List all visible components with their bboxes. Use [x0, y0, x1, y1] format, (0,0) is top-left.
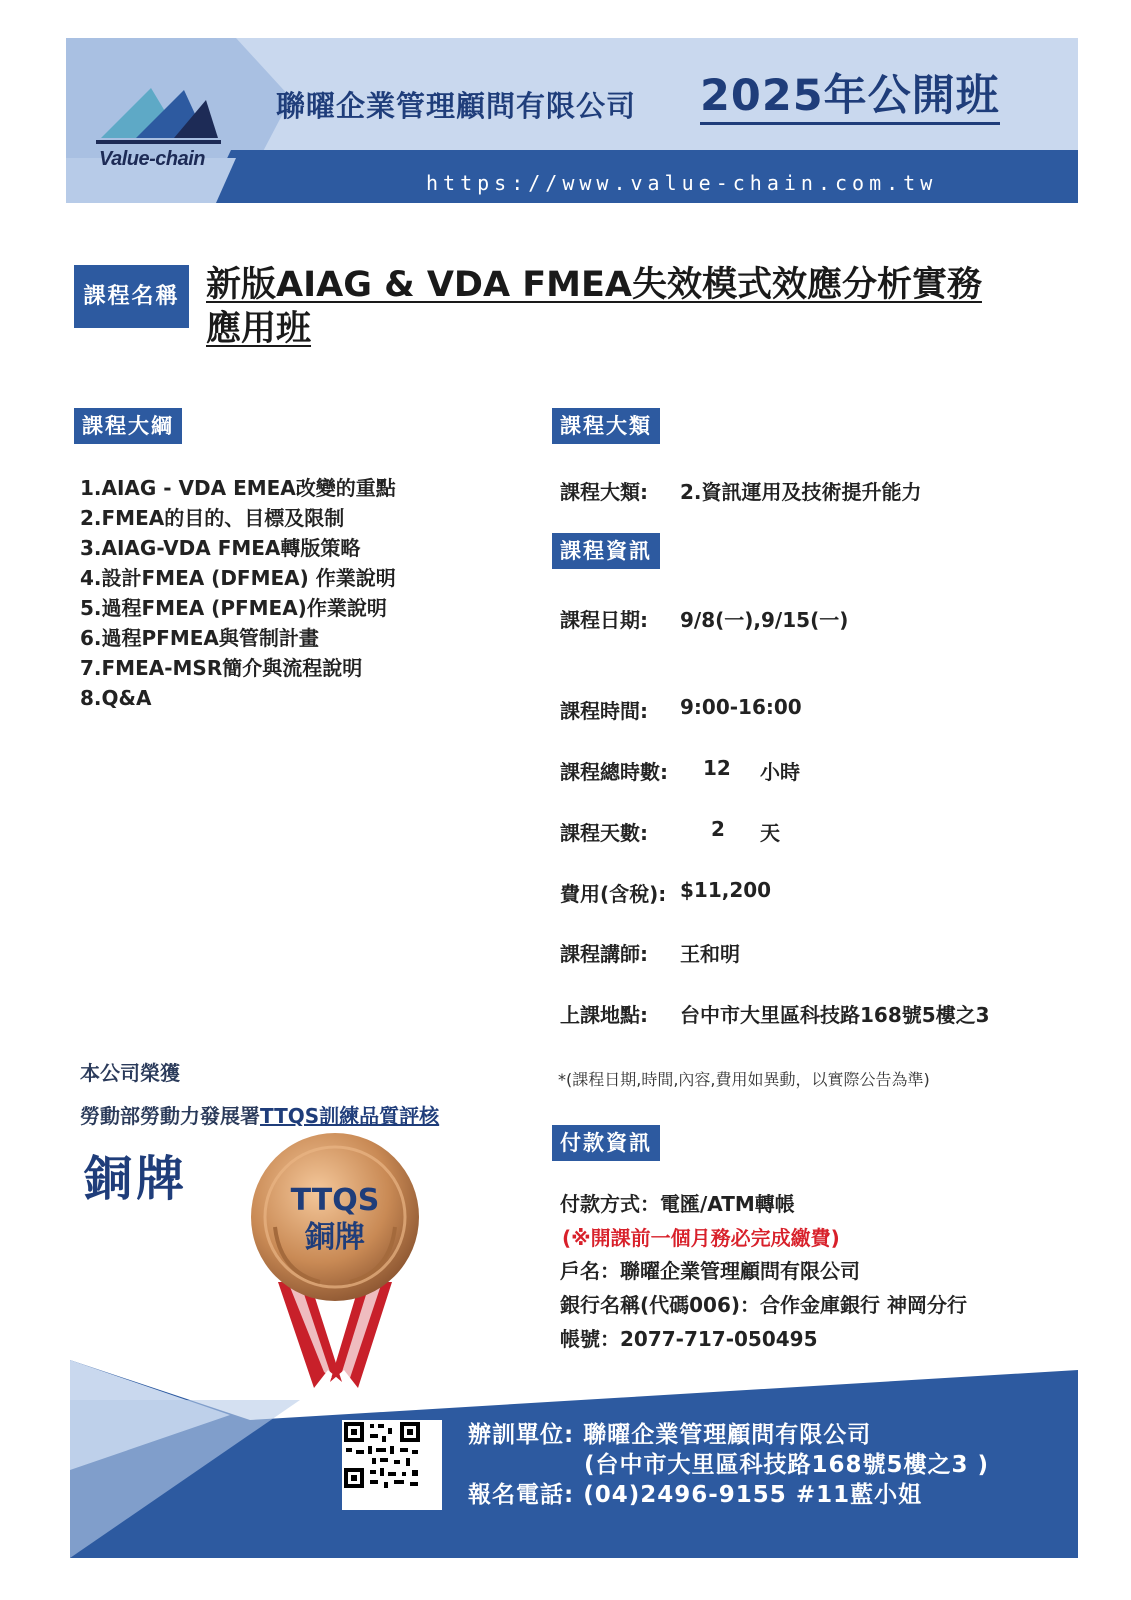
course-title-line2: 應用班: [206, 309, 312, 349]
medal-text-ttqs: TTQS: [290, 1183, 380, 1218]
outline-item: 5.過程FMEA (PFMEA)作業說明: [80, 596, 387, 620]
teacher-value: 王和明: [680, 942, 740, 966]
header-banner: [66, 38, 1078, 203]
hours-value: 12: [703, 756, 731, 780]
outline-item: 6.過程PFMEA與管制計畫: [80, 626, 319, 650]
teacher-key: 課程講師:: [560, 942, 648, 966]
location-key: 上課地點:: [560, 1003, 648, 1027]
medal-text-bronze: 銅牌: [305, 1220, 365, 1255]
qr-code[interactable]: [342, 1420, 442, 1510]
course-title-line1: 新版AIAG & VDA FMEA失效模式效應分析實務: [206, 265, 982, 305]
signup-phone[interactable]: 報名電話: (04)2496-9155 #11藍小姐: [468, 1482, 923, 1508]
category-key: 課程大類:: [560, 480, 648, 504]
date-value: 9/8(一),9/15(一): [680, 608, 849, 632]
year-title: 2025年公開班: [700, 70, 1000, 125]
payment-label: 付款資訊: [552, 1125, 660, 1161]
outline-item: 1.AIAG - VDA EMEA改變的重點: [80, 476, 396, 500]
honor-line2-prefix: 勞動部勞動力發展署: [80, 1104, 260, 1128]
fee-value: $11,200: [680, 878, 772, 902]
ttqs-evaluation-text: TTQS訓練品質評核: [260, 1104, 440, 1128]
payment-method: 付款方式：電匯/ATM轉帳: [560, 1192, 795, 1216]
time-key: 課程時間:: [560, 699, 648, 723]
days-unit: 天: [760, 821, 780, 845]
company-title: 聯曜企業管理顧問有限公司: [276, 89, 637, 123]
bronze-title: 銅牌: [84, 1151, 189, 1207]
account-name: 戶名：聯曜企業管理顧問有限公司: [560, 1259, 860, 1283]
category-label: 課程大類: [552, 408, 660, 444]
account-number: 帳號：2077-717-050495: [560, 1327, 818, 1351]
days-value: 2: [711, 817, 725, 841]
category-value: 2.資訊運用及技術提升能力: [680, 480, 922, 504]
honor-line2: [80, 1100, 439, 1129]
outline-label: 課程大綱: [74, 408, 182, 444]
organizer-address: (台中市大里區科技路168號5樓之3 ): [584, 1452, 990, 1478]
fee-key: 費用(含稅):: [560, 882, 667, 906]
organizer-line: 辦訓單位: 聯曜企業管理顧問有限公司: [468, 1422, 872, 1448]
outline-item: 7.FMEA-MSR簡介與流程說明: [80, 656, 363, 680]
footer-banner: [70, 1360, 1078, 1558]
logo-mountain-icon: [96, 78, 226, 148]
website-url[interactable]: https://www.value-chain.com.tw: [426, 171, 938, 195]
hours-unit: 小時: [760, 760, 800, 784]
days-key: 課程天數:: [560, 821, 648, 845]
hours-key: 課程總時數:: [560, 760, 668, 784]
bank-name: 銀行名稱(代碼006)：合作金庫銀行 神岡分行: [560, 1293, 967, 1317]
time-value: 9:00-16:00: [680, 695, 802, 719]
qr-code-icon: [342, 1420, 422, 1490]
outline-item: 8.Q&A: [80, 686, 152, 710]
outline-item: 2.FMEA的目的、目標及限制: [80, 506, 345, 530]
outline-item: 3.AIAG-VDA FMEA轉版策略: [80, 536, 361, 560]
logo-text: Value-chain: [99, 148, 206, 170]
ttqs-medal-icon: [240, 1132, 430, 1394]
outline-item: 4.設計FMEA (DFMEA) 作業說明: [80, 566, 396, 590]
change-note: *(課程日期,時間,內容,費用如異動，以實際公告為準): [558, 1070, 930, 1089]
location-value: 台中市大里區科技路168號5樓之3: [680, 1003, 990, 1027]
honor-line1: 本公司榮獲: [80, 1061, 180, 1085]
course-title: [206, 263, 1026, 351]
info-label: 課程資訊: [552, 533, 660, 569]
payment-warning: (※開課前一個月務必完成繳費): [562, 1226, 840, 1250]
course-name-label: 課程名稱: [74, 265, 189, 328]
date-key: 課程日期:: [560, 608, 648, 632]
